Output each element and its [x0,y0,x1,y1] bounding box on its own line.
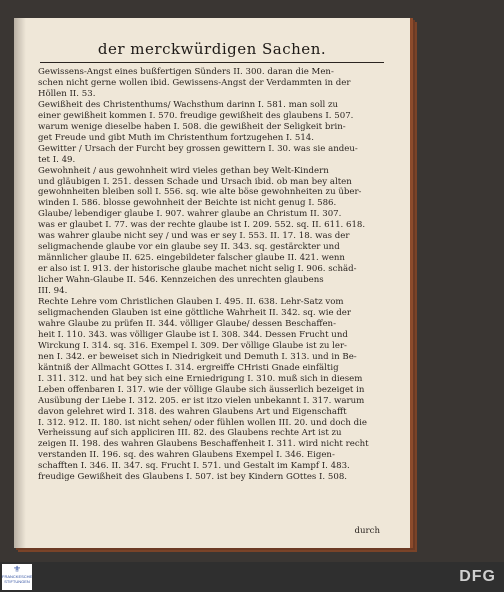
text-line: licher Wahn-Glaube II. 546. Kennzeichen des unrechten glaubens [38,275,324,286]
running-head: der merckwürdigen Sachen. [97,40,327,58]
dfg-logo[interactable]: DFG [459,568,496,585]
text-line: Gewitter / Ursach der Furcht bey grossen gewittern I. 30. was sie andeu- [38,143,358,154]
page-gutter [14,18,26,548]
text-line: was er glaubet I. 77. was der rechte glaube ist I. 209. 552. sq. II. 611. 618. [38,220,366,231]
text-line: was wahrer glaube nicht sey / und was er sey I. 553. II. 17. 18. was der [38,231,350,242]
text-line: Wirckung I. 314. sq. 316. Exempel I. 309. Der völlige Glaube ist zu ler- [38,340,347,351]
text-line: Verheissung auf sich appliciren III. 82. des Glaubens rechte Art ist zu [38,428,342,439]
index-text [38,67,382,483]
book-page [14,18,413,548]
text-line: freudige Gewißheit des Glaubens I. 507. ist bey Kindern GOttes I. 508. [38,472,348,483]
text-line: gewohnheiten bleiben soll I. 556. sq. wie alte böse gewohnheiten zu über- [38,187,362,198]
text-line: seligmachenden Glauben ist eine göttliche Wahrheit II. 342. sq. wie der [38,307,352,318]
francke-logo-text-2: STIFTUNGEN [4,578,30,584]
text-line: wahre Glaube zu prüfen II. 344. völliger Glaube/ dessen Beschaffen- [38,318,336,329]
text-line: und gläubigen I. 251. dessen Schade und Ursach ibid. ob man bey alten [38,176,352,187]
text-line: get Freude und gibt Muth im Christenthum fortzugehen I. 514. [38,132,315,143]
text-line: käntniß der Allmacht GOttes I. 314. ergreiffe CHristi Gnade einfältig [38,362,339,373]
text-line: zeigen II. 198. des wahren Glaubens Beschaffenheit I. 311. wird nicht recht [38,439,369,450]
francke-logo-text-1: FRANCKESCHE [2,574,33,579]
text-line: Gewissens-Angst eines bußfertigen Sünders II. 300. daran die Men- [38,67,334,77]
francke-logo-mark: ⚜ [12,564,22,574]
text-line: er also ist I. 913. der historische glaube machet nicht selig I. 906. schäd- [38,264,357,275]
text-line: Ausübung der Liebe I. 312. 205. er ist itzo vielen unbekannt I. 317. warum [38,395,365,406]
text-line: heit I. 110. 343. was völliger Glaube ist I. 308. 344. Dessen Frucht und [38,329,348,340]
text-line: warum wenige dieselbe haben I. 508. die gewißheit der Seligkeit brin- [38,121,346,132]
text-line: I. 311. 312. und hat bey sich eine Erniedrigung I. 310. muß sich in diesem [38,373,363,384]
text-line: männlicher glaube II. 625. eingebildeter falscher glaube II. 421. wenn [38,253,345,264]
viewer-footer [0,562,504,592]
text-line: davon gelehret wird I. 318. des wahren Glaubens Art und Eigenschafft [38,406,347,417]
text-line: winden I. 586. blosse gewohnheit der Beichte ist nicht genug I. 586. [38,198,337,209]
text-line: tet I. 49. [38,154,76,165]
francke-foundation-logo[interactable] [2,564,32,590]
text-line: Gewißheit des Christenthums/ Wachsthum darinn I. 581. man soll zu [38,99,339,110]
text-line: Rechte Lehre vom Christlichen Glauben I. 495. II. 638. Lehr-Satz vom [38,297,344,308]
text-line: III. 94. [38,286,68,297]
text-line: Gewohnheit / aus gewohnheit wird vieles gethan bey Welt-Kindern [38,165,329,176]
text-line: Höllen II. 53. [38,88,96,99]
text-line: Glaube/ lebendiger glaube I. 907. wahrer glaube an Christum II. 307. [38,209,342,220]
text-line: I. 312. 912. II. 180. ist nicht sehen/ oder fühlen wollen III. 20. und doch die [38,417,367,428]
header-rule [40,62,384,63]
text-line: seligmachende glaube vor ein glaube sey II. 343. sq. gestärckter und [38,242,340,253]
text-line: verstanden II. 196. sq. des wahren Glaubens Exempel I. 346. Eigen- [38,450,335,461]
text-line: schafften I. 346. II. 347. sq. Frucht I. 571. und Gestalt im Kampf I. 483. [38,461,350,472]
text-line: Leben offenbaren I. 317. wie der völlige Glaube sich äusserlich bezeiget in [38,384,365,395]
text-line: schen nicht gerne wollen ibid. Gewissens-Angst der Verdammten in der [38,77,351,88]
text-line: einer gewißheit kommen I. 570. freudige gewißheit des glaubens I. 507. [38,110,354,121]
text-line: nen I. 342. er beweiset sich in Niedrigkeit und Demuth I. 313. und in Be- [38,351,357,362]
catchword: durch [354,526,380,536]
